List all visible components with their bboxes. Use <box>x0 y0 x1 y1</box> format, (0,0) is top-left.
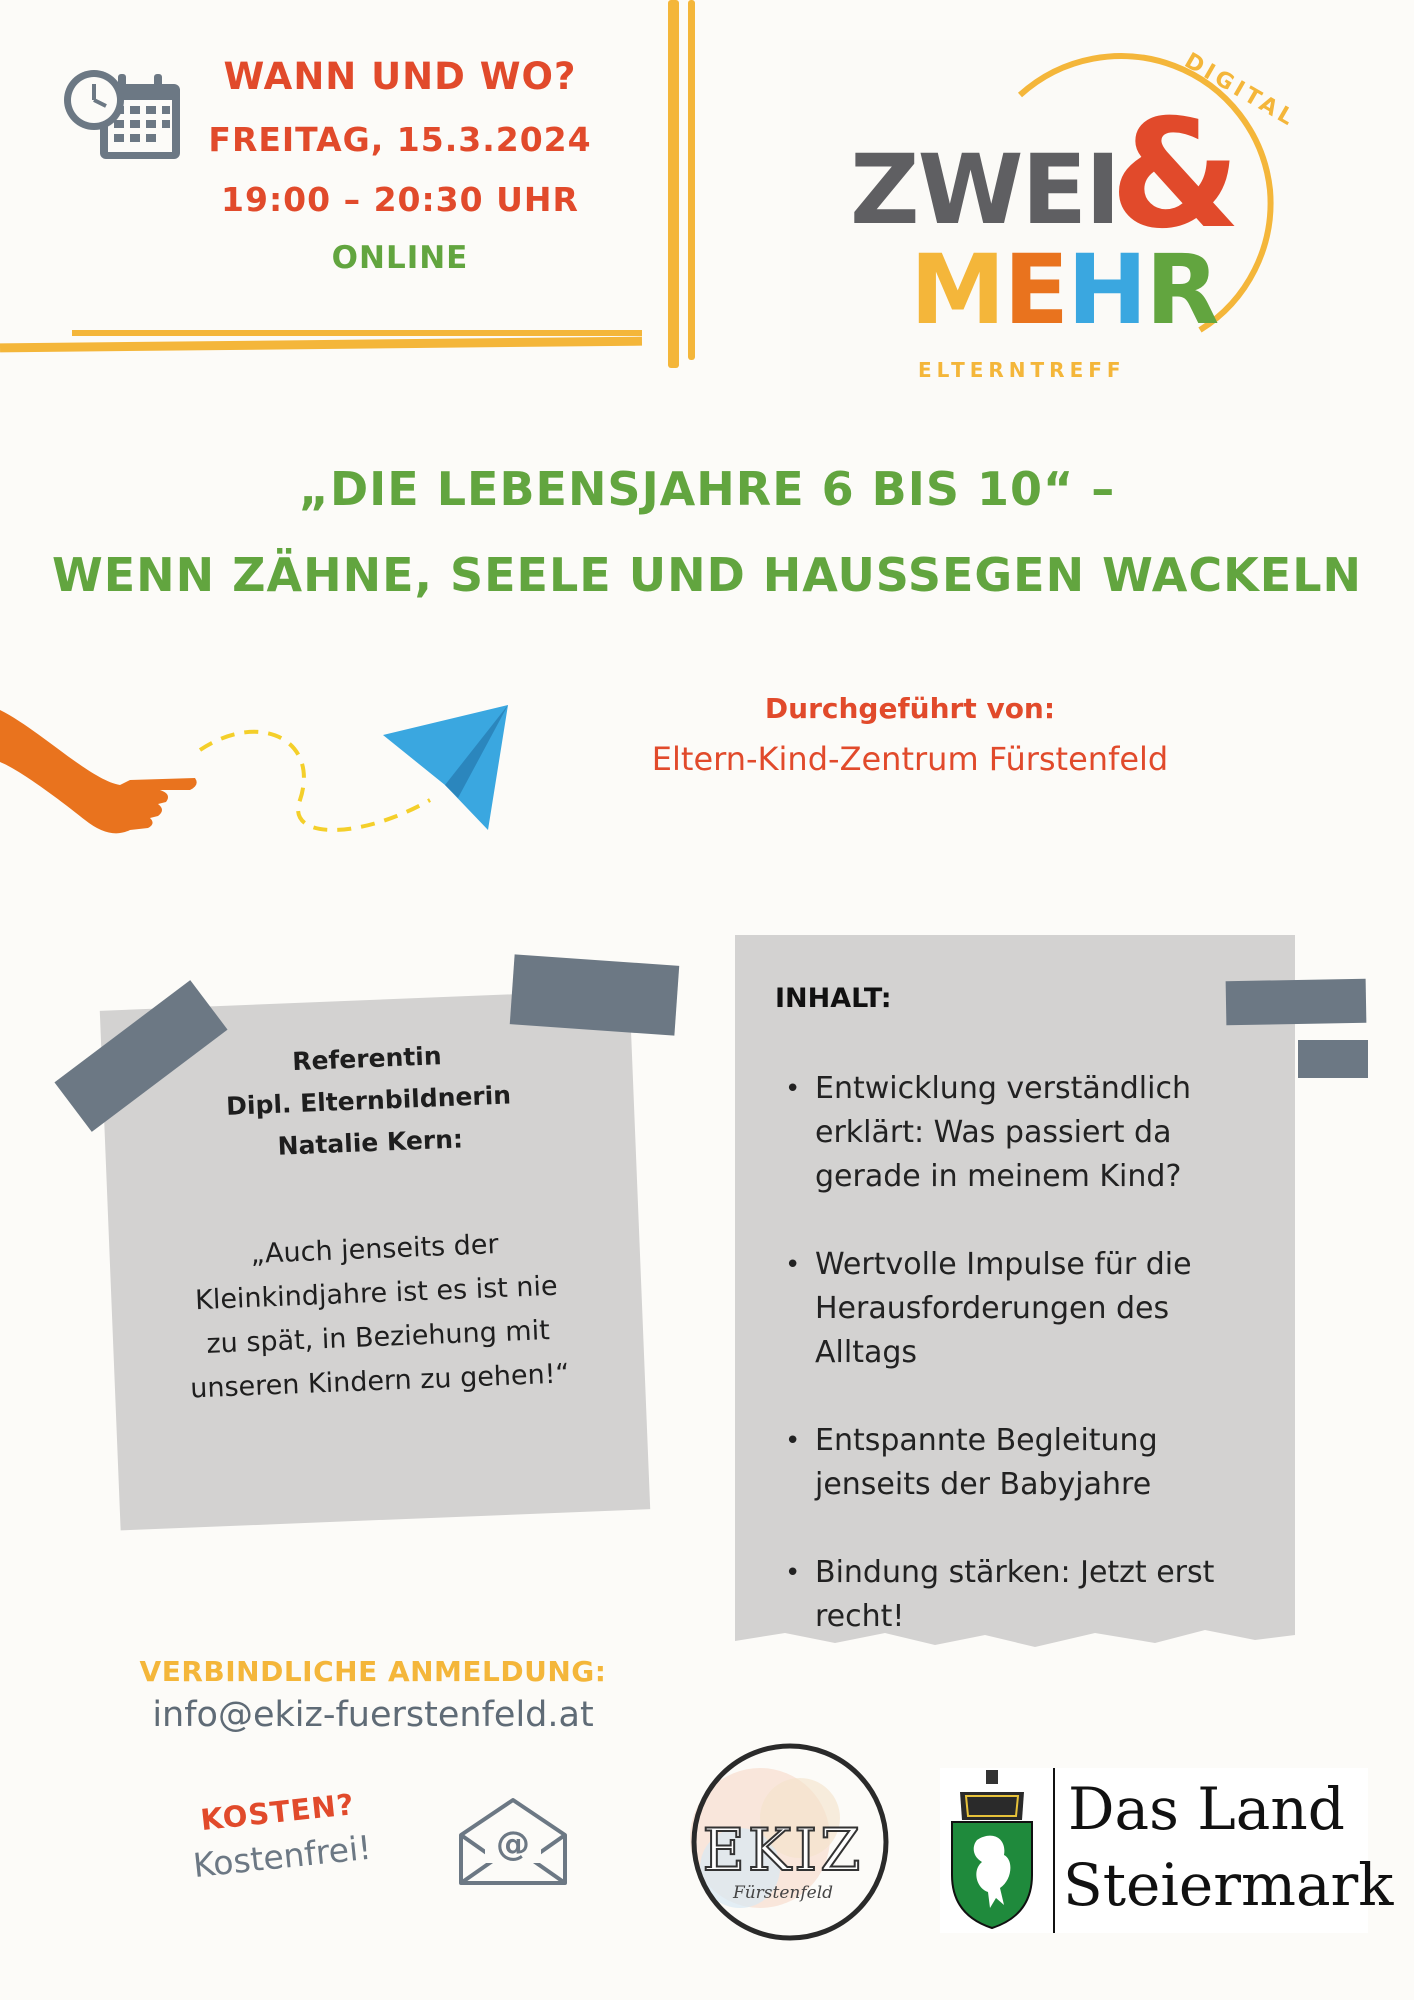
organizer-label: Durchgeführt von: <box>764 692 1056 725</box>
list-item: • Bindung stärken: Jetzt erst recht! <box>783 1551 1253 1639</box>
logo-elterntreff: ELTERNTREFF <box>918 358 1126 382</box>
logo-mehr-m: M <box>910 234 1004 346</box>
title-line-2: WENN ZÄHNE, SEELE UND HAUSSEGEN WACKELN <box>51 548 1363 602</box>
event-location: ONLINE <box>331 240 469 276</box>
calendar-clock-icon <box>58 62 188 167</box>
event-time: 19:00 – 20:30 UHR <box>221 180 579 219</box>
frame-vertical-stroke-thin <box>688 0 695 360</box>
costs-question: KOSTEN? <box>198 1787 357 1838</box>
speaker-role: Referentin <box>291 1041 443 1077</box>
costs-block <box>156 1783 403 1889</box>
envelope-at-icon <box>453 1795 573 1890</box>
hand-plane-illustration <box>0 690 520 860</box>
list-item: • Wertvolle Impulse für die Herausforderungen des Alltags <box>783 1243 1253 1375</box>
logo-ampersand: & <box>1110 88 1241 262</box>
pointing-hand-icon <box>0 710 197 833</box>
title-line-1: „DIE LEBENSJAHRE 6 BIS 10“ – <box>298 462 1116 516</box>
logo-mehr-h: H <box>1067 234 1146 346</box>
steiermark-line-1: Das Land <box>1068 1775 1345 1843</box>
logo-digital: DIGITAL <box>1180 48 1301 133</box>
logo-zwei: ZWEI <box>850 134 1119 246</box>
tape-strip <box>1298 1040 1368 1078</box>
speaker-quote <box>109 1217 646 1414</box>
logo-divider <box>1053 1768 1055 1933</box>
ekiz-logo <box>650 1718 900 1968</box>
tape-strip <box>510 954 679 1035</box>
steiermark-logo <box>940 1768 1394 1933</box>
logo-mehr-e: E <box>1003 234 1068 346</box>
list-item: • Entwicklung verständlich erklärt: Was passiert da gerade in meinem Kind? <box>783 1067 1253 1199</box>
organizer-name: Eltern-Kind-Zentrum Fürstenfeld <box>651 740 1169 778</box>
content-list <box>783 1067 1253 1683</box>
frame-horizontal-stroke-thin <box>72 330 642 336</box>
content-heading: INHALT: <box>775 983 892 1014</box>
event-date: FREITAG, 15.3.2024 <box>208 120 592 159</box>
costs-answer: Kostenfrei! <box>191 1827 374 1886</box>
logo-mehr <box>910 234 1218 346</box>
frame-horizontal-stroke <box>0 337 642 353</box>
content-note <box>735 935 1295 1685</box>
svg-text:@: @ <box>496 1824 530 1864</box>
tape-strip <box>1226 979 1367 1025</box>
quote-line: unseren Kindern zu gehen!“ <box>189 1358 571 1405</box>
quote-line: zu spät, in Beziehung mit <box>205 1315 551 1360</box>
logo-mehr-r: R <box>1145 234 1218 346</box>
frame-vertical-stroke <box>668 0 679 368</box>
list-item: • Entspannte Begleitung jenseits der Babyjahre <box>783 1419 1253 1507</box>
registration-label: VERBINDLICHE ANMELDUNG: <box>139 1655 607 1688</box>
ekiz-name: EKIZ <box>702 1816 864 1884</box>
steiermark-line-2: Steiermark <box>1063 1851 1394 1919</box>
zwei-mehr-logo <box>790 40 1330 420</box>
ekiz-subtitle: Fürstenfeld <box>732 1883 834 1903</box>
quote-line: Kleinkindjahre ist es ist nie <box>194 1270 559 1317</box>
speaker-name: Natalie Kern: <box>277 1124 464 1161</box>
when-heading: WANN UND WO? <box>223 55 577 98</box>
registration-email[interactable]: info@ekiz-fuerstenfeld.at <box>152 1695 594 1735</box>
paper-plane-icon <box>383 705 508 830</box>
speaker-note <box>100 990 650 1531</box>
steiermark-coat-of-arms-icon <box>942 1770 1042 1930</box>
speaker-title: Dipl. Elternbildnerin <box>225 1080 512 1121</box>
quote-line: „Auch jenseits der <box>249 1229 500 1270</box>
